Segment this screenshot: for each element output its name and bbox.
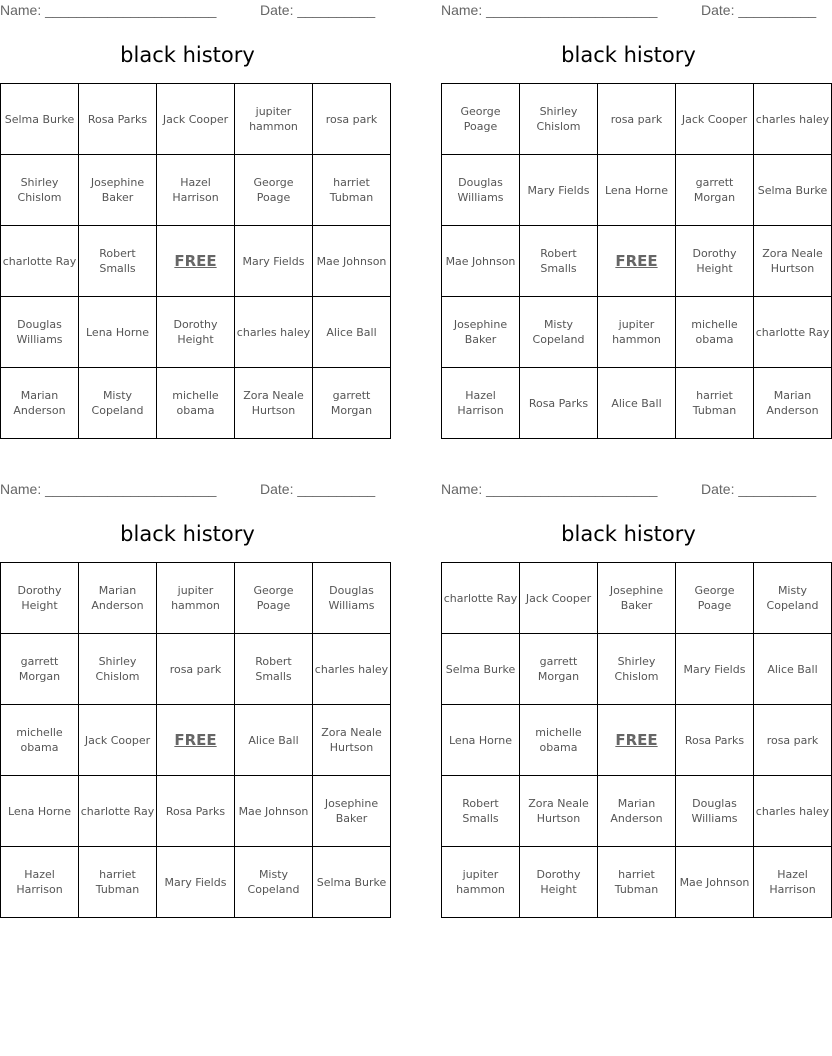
grid-cell: Marian Anderson (598, 776, 676, 847)
grid-cell: rosa park (754, 705, 832, 776)
grid-row (442, 776, 832, 847)
grid-cell: Jack Cooper (79, 705, 157, 776)
grid-cell: harriet Tubman (676, 368, 754, 439)
grid-cell: Dorothy Height (1, 563, 79, 634)
bingo-grid (441, 562, 832, 918)
name-date-row (441, 2, 816, 20)
grid-cell: Selma Burke (442, 634, 520, 705)
grid-cell: Hazel Harrison (442, 368, 520, 439)
grid-row (1, 155, 391, 226)
date-field-label: Date: __________ (260, 481, 376, 497)
grid-cell: rosa park (157, 634, 235, 705)
grid-cell: Marian Anderson (79, 563, 157, 634)
grid-row (442, 297, 832, 368)
grid-cell: Alice Ball (598, 368, 676, 439)
grid-cell: Marian Anderson (754, 368, 832, 439)
grid-row (442, 84, 832, 155)
bingo-grid (0, 83, 391, 439)
free-space-cell: FREE (157, 226, 235, 297)
bingo-card-1 (0, 0, 387, 440)
card-title: black history (561, 43, 696, 67)
grid-cell: Misty Copeland (79, 368, 157, 439)
grid-cell: Selma Burke (754, 155, 832, 226)
grid-cell: Selma Burke (1, 84, 79, 155)
grid-cell: Zora Neale Hurtson (235, 368, 313, 439)
grid-cell: Rosa Parks (520, 368, 598, 439)
grid-cell: Misty Copeland (520, 297, 598, 368)
grid-cell: charlotte Ray (1, 226, 79, 297)
name-field-label: Name: ______________________ (441, 481, 658, 497)
grid-cell: Mary Fields (520, 155, 598, 226)
name-date-row (0, 2, 375, 20)
free-space-cell: FREE (598, 705, 676, 776)
card-title: black history (561, 522, 696, 546)
free-space-cell: FREE (157, 705, 235, 776)
grid-cell: Rosa Parks (676, 705, 754, 776)
grid-cell: Jack Cooper (157, 84, 235, 155)
grid-row (1, 563, 391, 634)
grid-cell: Lena Horne (79, 297, 157, 368)
bingo-card-2 (441, 0, 830, 440)
grid-cell: Jack Cooper (676, 84, 754, 155)
grid-cell: Rosa Parks (79, 84, 157, 155)
grid-cell: Shirley Chislom (1, 155, 79, 226)
name-field-label: Name: ______________________ (0, 481, 217, 497)
grid-cell: garrett Morgan (1, 634, 79, 705)
grid-cell: garrett Morgan (676, 155, 754, 226)
bingo-card-4 (441, 479, 830, 919)
grid-cell: George Poage (676, 563, 754, 634)
grid-cell: harriet Tubman (79, 847, 157, 918)
bingo-card-3 (0, 479, 389, 919)
grid-cell: Hazel Harrison (157, 155, 235, 226)
grid-cell: Selma Burke (313, 847, 391, 918)
grid-cell: garrett Morgan (520, 634, 598, 705)
grid-cell: Robert Smalls (79, 226, 157, 297)
card-title: black history (120, 43, 255, 67)
grid-cell: charlotte Ray (754, 297, 832, 368)
grid-cell: Douglas Williams (313, 563, 391, 634)
grid-row (442, 226, 832, 297)
grid-row (442, 155, 832, 226)
grid-cell: michelle obama (1, 705, 79, 776)
grid-cell: Shirley Chislom (79, 634, 157, 705)
grid-row (1, 705, 391, 776)
grid-cell: Hazel Harrison (1, 847, 79, 918)
free-space-cell: FREE (598, 226, 676, 297)
grid-cell: Mae Johnson (235, 776, 313, 847)
grid-cell: michelle obama (157, 368, 235, 439)
grid-cell: charlotte Ray (442, 563, 520, 634)
grid-cell: Josephine Baker (598, 563, 676, 634)
grid-cell: Dorothy Height (676, 226, 754, 297)
grid-cell: Hazel Harrison (754, 847, 832, 918)
grid-cell: Jack Cooper (520, 563, 598, 634)
grid-cell: Shirley Chislom (598, 634, 676, 705)
grid-cell: Mary Fields (676, 634, 754, 705)
grid-cell: Mary Fields (235, 226, 313, 297)
grid-row (442, 368, 832, 439)
bingo-grid (0, 562, 391, 918)
grid-cell: Lena Horne (1, 776, 79, 847)
grid-row (1, 847, 391, 918)
grid-cell: rosa park (598, 84, 676, 155)
grid-cell: Lena Horne (598, 155, 676, 226)
grid-cell: Misty Copeland (754, 563, 832, 634)
grid-cell: Zora Neale Hurtson (754, 226, 832, 297)
grid-cell: Robert Smalls (442, 776, 520, 847)
grid-row (442, 847, 832, 918)
grid-cell: Marian Anderson (1, 368, 79, 439)
grid-cell: Douglas Williams (676, 776, 754, 847)
bingo-grid (441, 83, 832, 439)
grid-cell: Robert Smalls (520, 226, 598, 297)
grid-cell: Mae Johnson (676, 847, 754, 918)
grid-cell: Rosa Parks (157, 776, 235, 847)
grid-cell: Alice Ball (313, 297, 391, 368)
grid-row (442, 705, 832, 776)
grid-cell: Alice Ball (754, 634, 832, 705)
grid-cell: Douglas Williams (442, 155, 520, 226)
grid-cell: rosa park (313, 84, 391, 155)
name-date-row (0, 481, 375, 499)
name-date-row (441, 481, 816, 499)
grid-row (1, 84, 391, 155)
grid-cell: Josephine Baker (313, 776, 391, 847)
grid-row (442, 563, 832, 634)
grid-cell: jupiter hammon (157, 563, 235, 634)
grid-cell: Misty Copeland (235, 847, 313, 918)
grid-row (1, 297, 391, 368)
grid-cell: garrett Morgan (313, 368, 391, 439)
grid-cell: Lena Horne (442, 705, 520, 776)
grid-cell: charles haley (754, 776, 832, 847)
grid-row (1, 368, 391, 439)
grid-row (1, 776, 391, 847)
grid-row (442, 634, 832, 705)
grid-cell: Josephine Baker (79, 155, 157, 226)
grid-cell: Shirley Chislom (520, 84, 598, 155)
grid-cell: harriet Tubman (598, 847, 676, 918)
grid-cell: Mary Fields (157, 847, 235, 918)
card-title: black history (120, 522, 255, 546)
grid-cell: charles haley (313, 634, 391, 705)
grid-cell: jupiter hammon (442, 847, 520, 918)
date-field-label: Date: __________ (701, 2, 817, 18)
grid-cell: George Poage (235, 563, 313, 634)
grid-row (1, 634, 391, 705)
name-field-label: Name: ______________________ (0, 2, 217, 18)
grid-row (1, 226, 391, 297)
date-field-label: Date: __________ (701, 481, 817, 497)
grid-cell: charles haley (235, 297, 313, 368)
grid-cell: Zora Neale Hurtson (313, 705, 391, 776)
grid-cell: charles haley (754, 84, 832, 155)
grid-cell: Mae Johnson (313, 226, 391, 297)
grid-cell: jupiter hammon (598, 297, 676, 368)
grid-cell: Josephine Baker (442, 297, 520, 368)
grid-cell: Zora Neale Hurtson (520, 776, 598, 847)
grid-cell: Douglas Williams (1, 297, 79, 368)
grid-cell: charlotte Ray (79, 776, 157, 847)
grid-cell: George Poage (235, 155, 313, 226)
date-field-label: Date: __________ (260, 2, 376, 18)
grid-cell: Mae Johnson (442, 226, 520, 297)
grid-cell: michelle obama (520, 705, 598, 776)
grid-cell: Dorothy Height (157, 297, 235, 368)
grid-cell: Dorothy Height (520, 847, 598, 918)
grid-cell: harriet Tubman (313, 155, 391, 226)
grid-cell: Alice Ball (235, 705, 313, 776)
grid-cell: michelle obama (676, 297, 754, 368)
grid-cell: Robert Smalls (235, 634, 313, 705)
grid-cell: George Poage (442, 84, 520, 155)
grid-cell: jupiter hammon (235, 84, 313, 155)
name-field-label: Name: ______________________ (441, 2, 658, 18)
